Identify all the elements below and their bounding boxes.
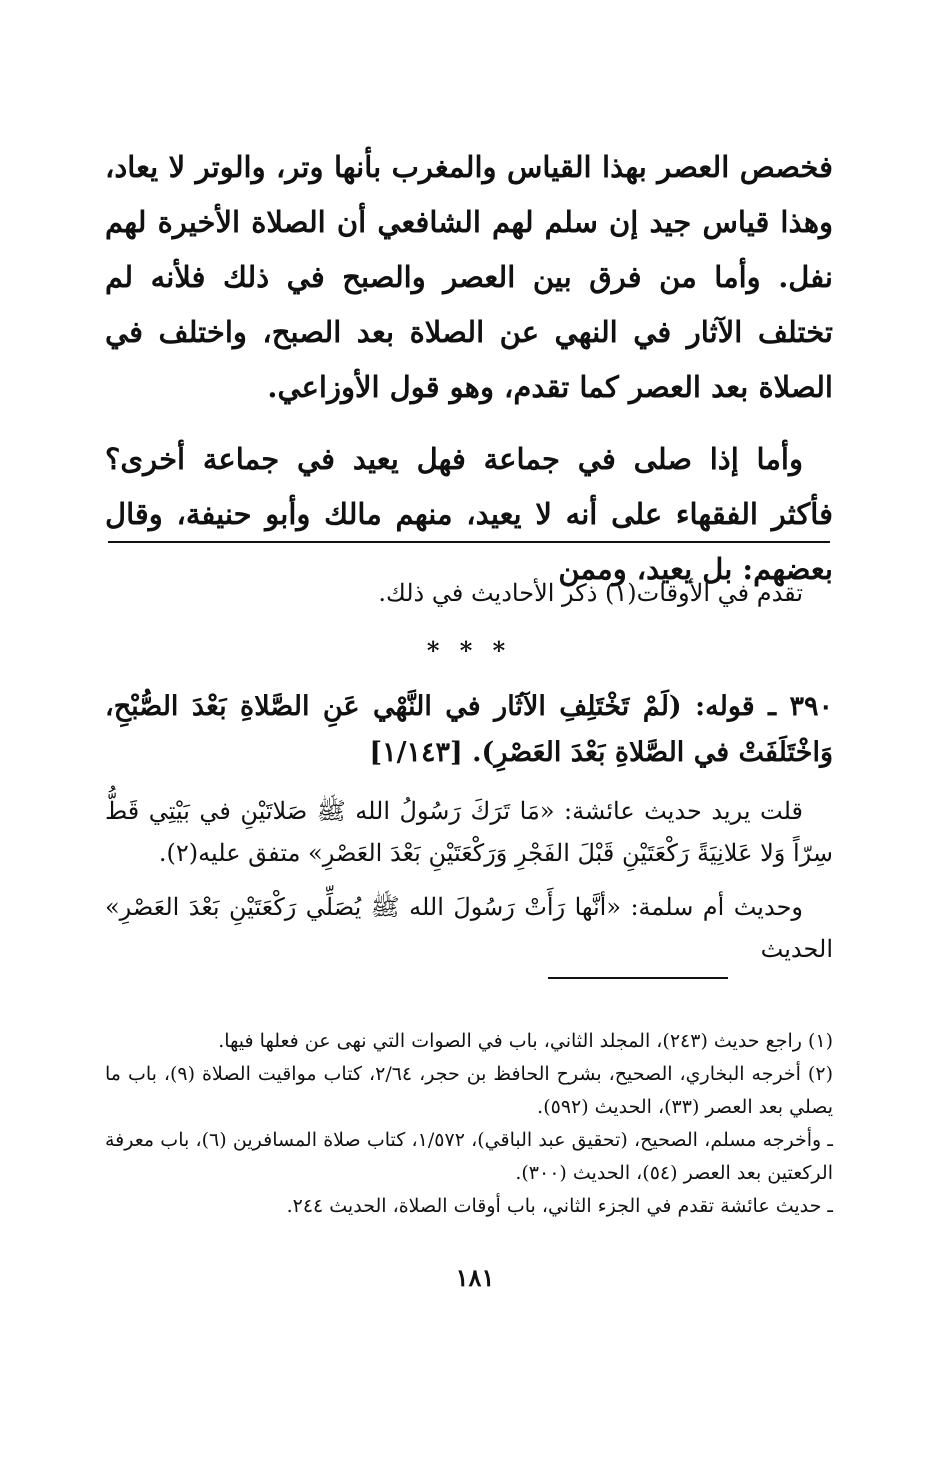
- commentary-intro: تقدم في الأوقات(١) ذكر الأحاديث في ذلك.: [378, 579, 803, 607]
- commentary-paragraph-1: قلت يريد حديث عائشة: «مَا تَرَكَ رَسُولُ الله ﷺ صَلاتَيْنِ في بَيْتِي قَطُّ سِرّاً وَلا عَلانِيَةً رَكْعَتَيْنِ قَبْلَ الفَجْرِ وَرَكْعَتَيْنِ بَعْدَ العَصْرِ» متفق عليه(٢).: [105, 797, 833, 867]
- commentary-heading: ٣٩٠ ـ قوله: (لَمْ تَخْتَلِفِ الآثَار في النَّهْي عَنِ الصَّلاةِ بَعْدَ الصُّبْحِ، وَاخْتَلَفَتْ في الصَّلاةِ بَعْدَ العَصْرِ). [١/١٤٣]: [105, 691, 833, 768]
- footnote-divider: [548, 977, 728, 979]
- main-text: [105, 140, 833, 597]
- footnote-2-continued: ـ وأخرجه مسلم، الصحيح، (تحقيق عبد الباقي)، ١/٥٧٢، كتاب صلاة المسافرين (٦)، باب معرفة الركعتين بعد العصر (٥٤)، الحديث (٣٠٠).: [105, 1129, 833, 1184]
- section-separator: * * *: [426, 636, 512, 665]
- main-text-divider: [108, 541, 830, 543]
- footnote-2-note: ـ حديث عائشة تقدم في الجزء الثاني، باب أوقات الصلاة، الحديث ٢٤٤.: [286, 1195, 833, 1217]
- commentary-paragraph-2: وحديث أم سلمة: «أنَّها رَأَتْ رَسُولَ الله ﷺ يُصَلِّي رَكْعَتَيْنِ بَعْدَ العَصْرِ» الحديث: [105, 893, 833, 963]
- footnotes: [105, 1025, 833, 1223]
- main-paragraph-1: فخصص العصر بهذا القياس والمغرب بأنها وتر، والوتر لا يعاد، وهذا قياس جيد إن سلم لهم الشافعي أن الصلاة الأخيرة لهم نفل. وأما من فرق بين العصر والصبح في ذلك فلأنه لم تختلف الآثار في النهي عن الصلاة بعد الصبح، واختلف في الصلاة بعد العصر كما تقدم، وهو قول الأوزاعي.: [105, 150, 833, 404]
- commentary-section: [105, 572, 833, 970]
- footnote-2: (٢) أخرجه البخاري، الصحيح، بشرح الحافظ بن حجر، ٢/٦٤، كتاب مواقيت الصلاة (٩)، باب ما يصلي بعد العصر (٣٣)، الحديث (٥٩٢).: [105, 1063, 833, 1118]
- footnote-1: (١) راجع حديث (٢٤٣)، المجلد الثاني، باب في الصوات التي نهى عن فعلها فيها.: [218, 1030, 833, 1052]
- page-number: ١٨١: [455, 1263, 495, 1292]
- main-paragraph-2: وأما إذا صلى في جماعة فهل يعيد في جماعة أخرى؟ فأكثر الفقهاء على أنه لا يعيد، منهم مالك وأبو حنيفة، وقال بعضهم: بل يعيد، وممن: [105, 442, 834, 586]
